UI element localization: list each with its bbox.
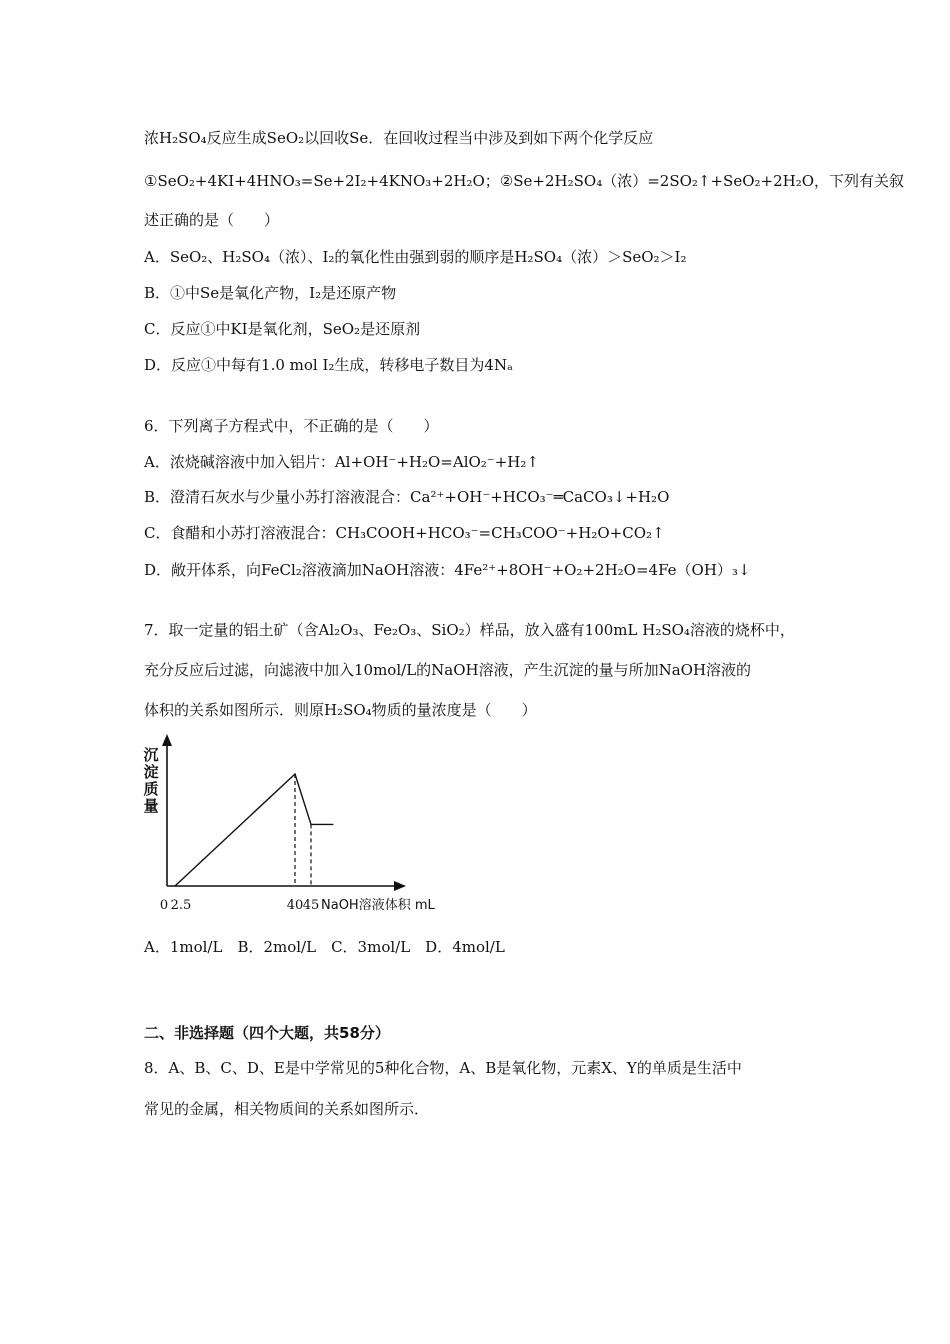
- series-line: [175, 774, 333, 886]
- y-axis-label-char-1: 淀: [143, 763, 159, 781]
- line-2: ①SeO₂+4KI+4HNO₃=Se+2I₂+4KNO₃+2H₂O；②Se+2H₂SO₄（浓）=2SO₂↑+SeO₂+2H₂O，下列有关叙: [144, 172, 905, 190]
- question-7-line-3: 体积的关系如图所示．则原H₂SO₄物质的量浓度是（ ）: [144, 701, 537, 719]
- x-axis-arrow: [394, 881, 406, 891]
- option-a: A．SeO₂、H₂SO₄（浓）、I₂的氧化性由强到弱的顺序是H₂SO₄（浓）＞SeO₂＞I₂: [144, 248, 687, 266]
- q6-option-a: A．浓烧碱溶液中加入铝片：Al+OH⁻+H₂O=AlO₂⁻+H₂↑: [144, 453, 539, 471]
- question-8: 8．A、B、C、D、E是中学常见的5种化合物，A、B是氧化物，元素X、Y的单质是生活中: [144, 1059, 742, 1077]
- precipitate-chart: [136, 728, 466, 918]
- y-axis-label-char-3: 量: [143, 797, 159, 815]
- x-tick-label-0: 0: [159, 898, 169, 913]
- y-axis-arrow: [162, 734, 172, 746]
- y-axis-label-char-2: 质: [143, 780, 159, 798]
- q6-option-b: B．澄清石灰水与少量小苏打溶液混合：Ca²⁺+OH⁻+HCO₃⁻═CaCO₃↓+H₂O: [144, 488, 670, 506]
- question-6: 6．下列离子方程式中，不正确的是（ ）: [144, 417, 439, 435]
- q6-option-d: D．敞开体系，向FeCl₂溶液滴加NaOH溶液：4Fe²⁺+8OH⁻+O₂+2H₂O=4Fe（OH）₃↓: [144, 561, 751, 579]
- x-tick-label-1: 2.5: [170, 898, 192, 913]
- x-tick-label-3: 45: [302, 898, 320, 913]
- line-1: 浓H₂SO₄反应生成SeO₂以回收Se．在回收过程当中涉及到如下两个化学反应: [144, 129, 654, 147]
- section-heading: 二、非选择题（四个大题，共58分）: [144, 1024, 390, 1042]
- line-3: 述正确的是（ ）: [144, 211, 280, 229]
- q6-option-c: C．食醋和小苏打溶液混合：CH₃COOH+HCO₃⁻=CH₃COO⁻+H₂O+CO₂↑: [144, 524, 665, 542]
- x-axis-label: NaOH溶液体积 mL: [321, 898, 435, 913]
- option-d: D．反应①中每有1.0 mol I₂生成，转移电子数目为4Nₐ: [144, 356, 513, 374]
- y-axis-label-char-0: 沉: [143, 746, 159, 764]
- option-b: B．①中Se是氧化产物，I₂是还原产物: [144, 284, 397, 302]
- question-7: 7．取一定量的铝土矿（含Al₂O₃、Fe₂O₃、SiO₂）样品，放入盛有100mL H₂SO₄溶液的烧杯中，: [144, 621, 795, 639]
- question-7-line-2: 充分反应后过滤，向滤液中加入10mol/L的NaOH溶液，产生沉淀的量与所加NaOH溶液的: [144, 661, 752, 679]
- option-c: C．反应①中KI是氧化剂，SeO₂是还原剂: [144, 320, 421, 338]
- q7-options: A．1mol/L B．2mol/L C．3mol/L D．4mol/L: [144, 938, 505, 956]
- question-8-line-2: 常见的金属，相关物质间的关系如图所示．: [144, 1100, 430, 1118]
- x-tick-label-2: 40: [286, 898, 304, 913]
